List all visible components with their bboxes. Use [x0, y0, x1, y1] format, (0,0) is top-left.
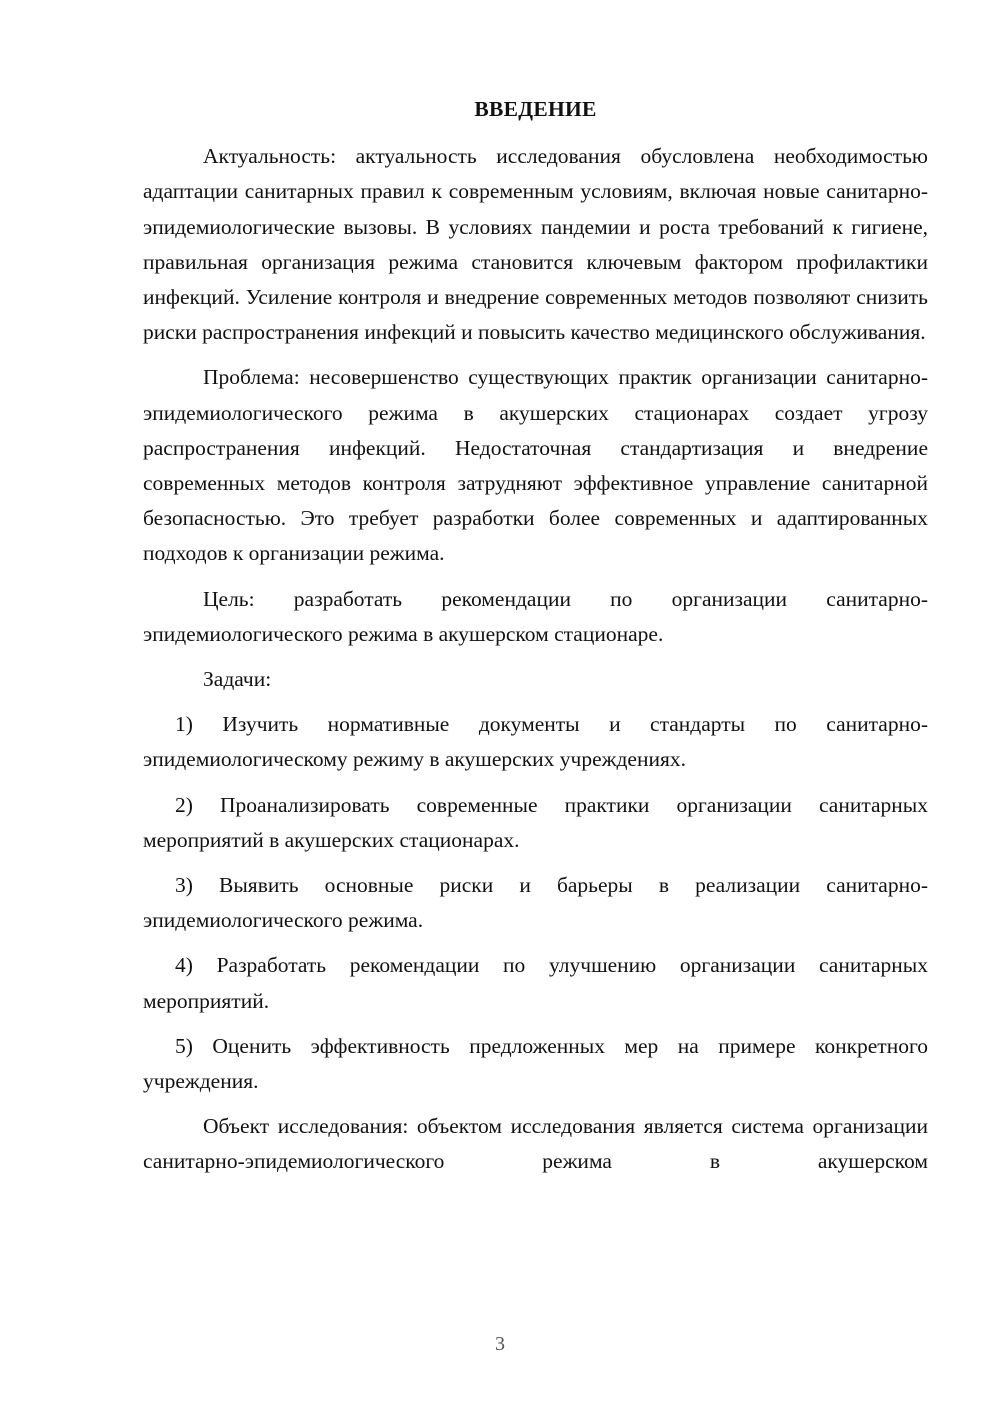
- task-item-3: 3) Выявить основные риски и барьеры в реализации санитарно-эпидемиологического режима.: [143, 873, 928, 933]
- paragraph-relevance: Актуальность: актуальность исследования обусловлена необходимостью адаптации санитарных правил к современным условиям, включая новые санитарно-эпидемиологические вызовы. В условиях пандемии и роста требований к гигиене, правильная организация режима становится ключевым фактором профилактики инфекций. Усиление контроля и внедрение современных методов позволяют снизить риски распространения инфекций и повысить качество медицинского обслуживания.: [143, 144, 928, 345]
- task-item-4: 4) Разработать рекомендации по улучшению организации санитарных мероприятий.: [143, 953, 928, 1013]
- paragraph-goal: Цель: разработать рекомендации по организации санитарно-эпидемиологического режима в акушерском стационаре.: [143, 586, 928, 646]
- paragraph-object: Объект исследования: объектом исследования является система организации санитарно-эпидемиологического режима в акушерском: [143, 1114, 928, 1174]
- tasks-heading: Задачи:: [203, 667, 272, 692]
- task-item-2: 2) Проанализировать современные практики организации санитарных мероприятий в акушерских стационарах.: [143, 792, 928, 852]
- task-item-5: 5) Оценить эффективность предложенных мер на примере конкретного учреждения.: [143, 1033, 928, 1094]
- task-item-1: 1) Изучить нормативные документы и стандарты по санитарно-эпидемиологическому режиму в акушерских учреждениях.: [143, 712, 928, 772]
- page-number: 3: [495, 1333, 505, 1355]
- document-page: [143, 92, 928, 1180]
- section-heading: ВВЕДЕНИЕ: [474, 97, 597, 121]
- paragraph-problem: Проблема: несовершенство существующих практик организации санитарно-эпидемиологического режима в акушерских стационарах создает угрозу распространения инфекций. Недостаточная стандартизация и внедрение современных методов контроля затрудняют эффективное управление санитарной безопасностью. Это требует разработки более современных и адаптированных подходов к организации режима.: [143, 365, 928, 566]
